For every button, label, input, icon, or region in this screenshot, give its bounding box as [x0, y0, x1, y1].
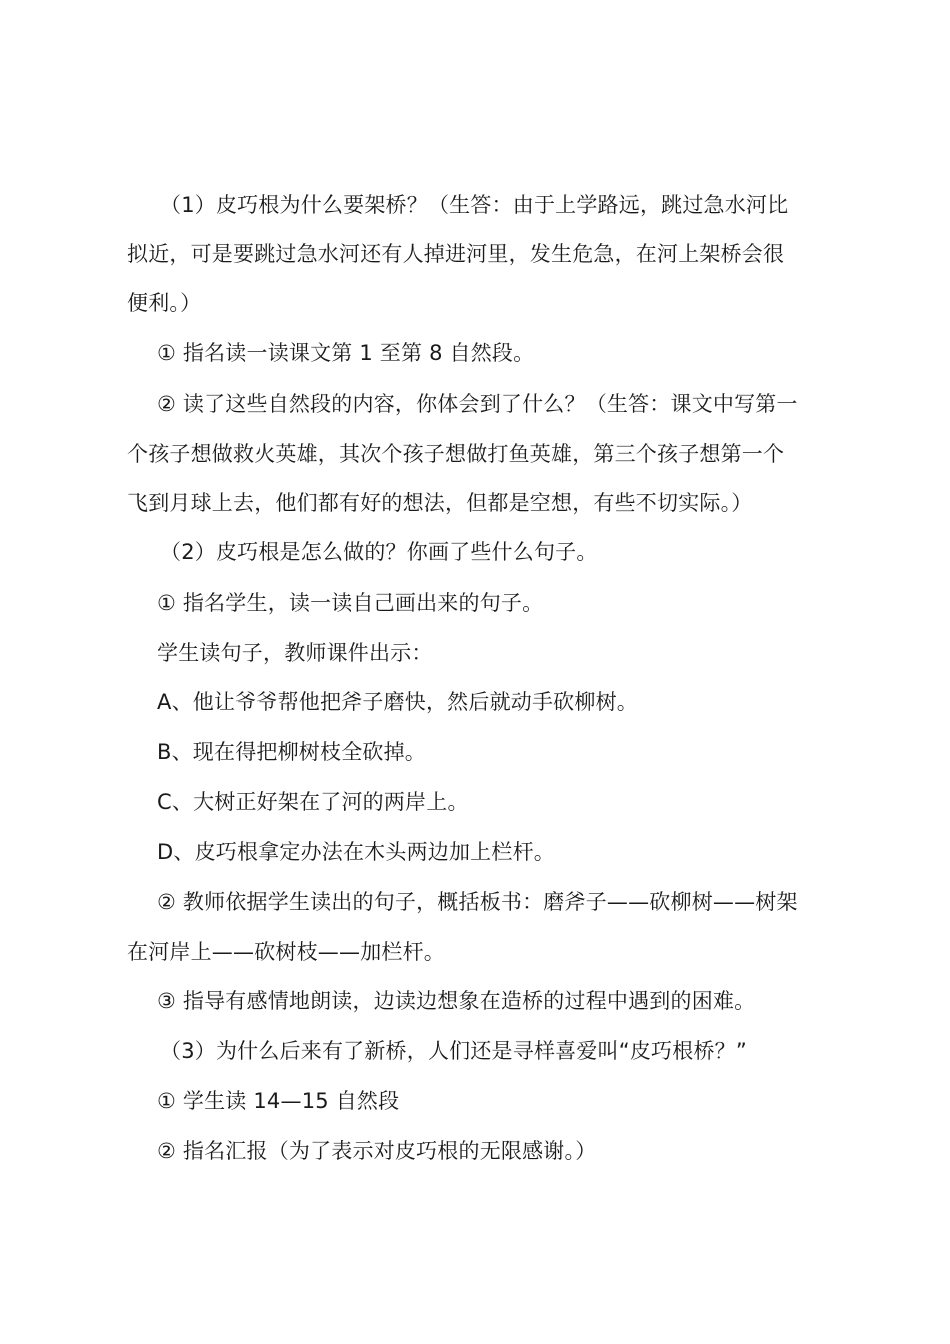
text-line-13: C、大树正好架在了河的两岸上。	[157, 790, 469, 814]
text-line-14: D、皮巧根拿定办法在木头两边加上栏杆。	[157, 840, 555, 864]
text-line-5: ② 读了这些自然段的内容，你体会到了什么？（生答：课文中写第一	[157, 392, 798, 416]
text-line-19: ① 学生读 14—15 自然段	[157, 1089, 400, 1113]
text-line-17: ③ 指导有感情地朗读，边读边想象在造桥的过程中遇到的困难。	[157, 989, 756, 1013]
text-line-18: （3）为什么后来有了新桥，人们还是寻样喜爱叫“皮巧根桥？”	[160, 1039, 747, 1063]
text-line-8: （2）皮巧根是怎么做的？你画了些什么句子。	[160, 540, 598, 564]
text-line-7: 飞到月球上去，他们都有好的想法，但都是空想，有些不切实际。）	[127, 491, 753, 515]
text-line-10: 学生读句子，教师课件出示：	[157, 641, 433, 665]
text-line-9: ① 指名学生，读一读自己画出来的句子。	[157, 591, 544, 615]
text-line-16: 在河岸上——砍树枝——加栏杆。	[127, 940, 445, 964]
text-line-15: ② 教师依据学生读出的句子，概括板书：磨斧子——砍柳树——树架	[157, 890, 798, 914]
text-line-1: （1）皮巧根为什么要架桥？（生答：由于上学路远，跳过急水河比	[160, 193, 789, 217]
text-line-3: 便利。）	[127, 291, 202, 315]
text-line-6: 个孩子想做救火英雄，其次个孩子想做打鱼英雄，第三个孩子想第一个	[127, 442, 785, 466]
text-line-4: ① 指名读一读课文第 1 至第 8 自然段。	[157, 341, 535, 365]
text-line-12: B、现在得把柳树枝全砍掉。	[157, 740, 427, 764]
text-line-20: ② 指名汇报（为了表示对皮巧根的无限感谢。）	[157, 1139, 597, 1163]
text-line-11: A、他让爷爷帮他把斧子磨快，然后就动手砍柳树。	[157, 690, 638, 714]
text-line-2: 拟近，可是要跳过急水河还有人掉进河里，发生危急，在河上架桥会很	[127, 242, 785, 266]
